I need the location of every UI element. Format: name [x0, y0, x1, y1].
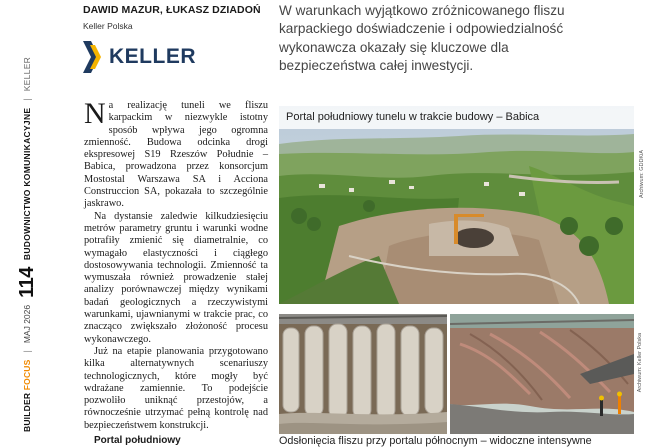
spine-separator-2: | [22, 98, 32, 101]
issue-date: MAJ 2026 [22, 304, 32, 344]
paragraph-2: Na dystansie zaledwie kilkudziesięciu metrów parametry gruntu i warunki wodne potrafiły zmienić się diametralnie, co wymagało elastyczności i ciągłego dostosowywania technologii. Zmienność ta wymuszała również prowadzenie stałej analizy porównawczej między wynikami badań geologicznych a rzeczywistymi warunkami, ujawnianymi w trakcie prac, co znacząco zwiększało złożoność procesu wykonawczego. [84, 210, 268, 345]
page-spine [14, 12, 40, 432]
article-lead: W warunkach wyjątkowo zróżnicowanego fliszu karpackiego doświadczenie i odpowiedzialność wykonawcza okazały się kluczowe dla bezpieczeństwa całej inwestycji. [279, 3, 565, 74]
main-photo-credit: Archiwum: GDDKiA [639, 150, 645, 198]
article-body [84, 97, 268, 432]
subheading: Portal południowy [94, 435, 181, 446]
flysch-rock-face-image [450, 314, 634, 434]
section-title: BUDOWNICTWO KOMUNIKACYJNE [22, 107, 32, 261]
page-number: 114 [16, 267, 38, 298]
author-company: Keller Polska [83, 21, 133, 31]
article-authors: DAWID MAZUR, ŁUKASZ DZIADOŃ [83, 4, 261, 16]
paragraph-1: Na realizację tuneli we fliszu karpackim w niezwykle istotny sposób wpływa jego ogromna zmienność. Budowa odcinka drogi ekspresowej S19 Rzeszów Południe – Babica, prowadzona przez konsorcjum Mostostal Warszawa SA i Acciona Construccion SA, pokazała to szczególnie jaskrawo. [84, 97, 268, 210]
spine-separator: | [22, 350, 32, 353]
main-photo-caption: Portal południowy tunelu w trakcie budowy – Babica [279, 106, 634, 129]
photo-piles [279, 314, 447, 434]
photo-flysch-exposure [450, 314, 634, 434]
logo-wordmark: KELLER [109, 45, 196, 68]
bottom-photo-credit: Archiwum: Keller Polska [637, 333, 643, 393]
paragraph-3: Już na etapie planowania przygotowano kilka alternatywnych scenariuszy technologicznych, które mogły być wdrażane zamiennie. To podejście pozwoliło uniknąć przestojów, a równocześnie utrzymać pełną kontrolę nad bezpieczeństwem konstrukcji. [84, 345, 268, 431]
magazine-brand: BUILDER FOCUS [22, 359, 32, 432]
flysch-piles-image [279, 314, 447, 434]
company-logo [83, 41, 196, 73]
drop-cap: N [84, 97, 106, 130]
tunnel-construction-image [279, 106, 634, 304]
keller-chevron-logo-icon [83, 41, 103, 73]
bottom-photos-caption: Odsłonięcia fliszu przy portalu północnym – widoczne intensywne [279, 435, 592, 447]
section-name: KELLER [22, 56, 32, 92]
main-photo-tunnel-portal [279, 106, 634, 304]
